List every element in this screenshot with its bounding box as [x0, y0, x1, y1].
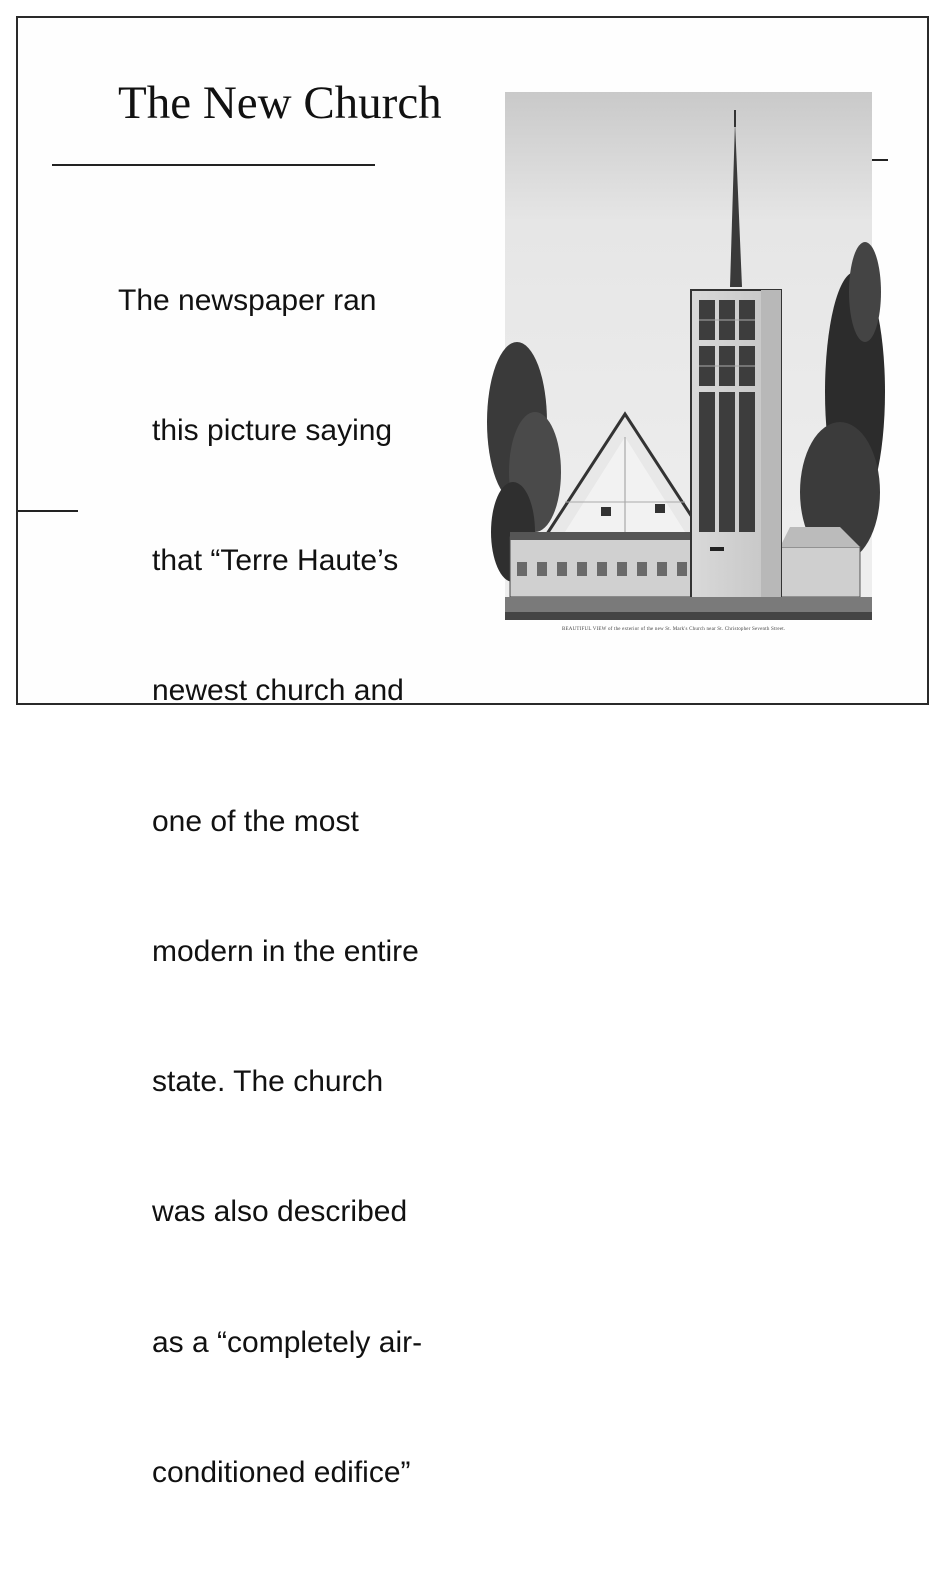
bell-tower [691, 290, 781, 608]
church-photo [505, 92, 872, 652]
body-line: state. The church [152, 1065, 384, 1099]
body-line: was also described [152, 1195, 408, 1229]
church-photo-image [505, 92, 872, 652]
photo-caption: BEAUTIFUL VIEW of the exterior of the new St. Mark's Church near St. Christopher Seventh Street. [562, 627, 786, 632]
body-line: newest church and [152, 674, 404, 708]
slide-body-text [118, 192, 498, 1581]
body-line: modern in the entire [152, 934, 419, 968]
body-line: The newspaper ran [118, 283, 377, 317]
photo-bottom-edge [505, 612, 872, 620]
body-line: this picture saying [152, 414, 393, 448]
title-underline [52, 164, 375, 166]
left-tick-line [18, 510, 78, 512]
body-line: as a “completely air- [152, 1325, 423, 1359]
slide-title: The New Church [118, 77, 442, 129]
right-tick-line [872, 159, 888, 161]
body-line: one of the most [152, 804, 359, 838]
body-line: that “Terre Haute’s [152, 544, 399, 578]
body-line: conditioned edifice” [152, 1455, 411, 1489]
